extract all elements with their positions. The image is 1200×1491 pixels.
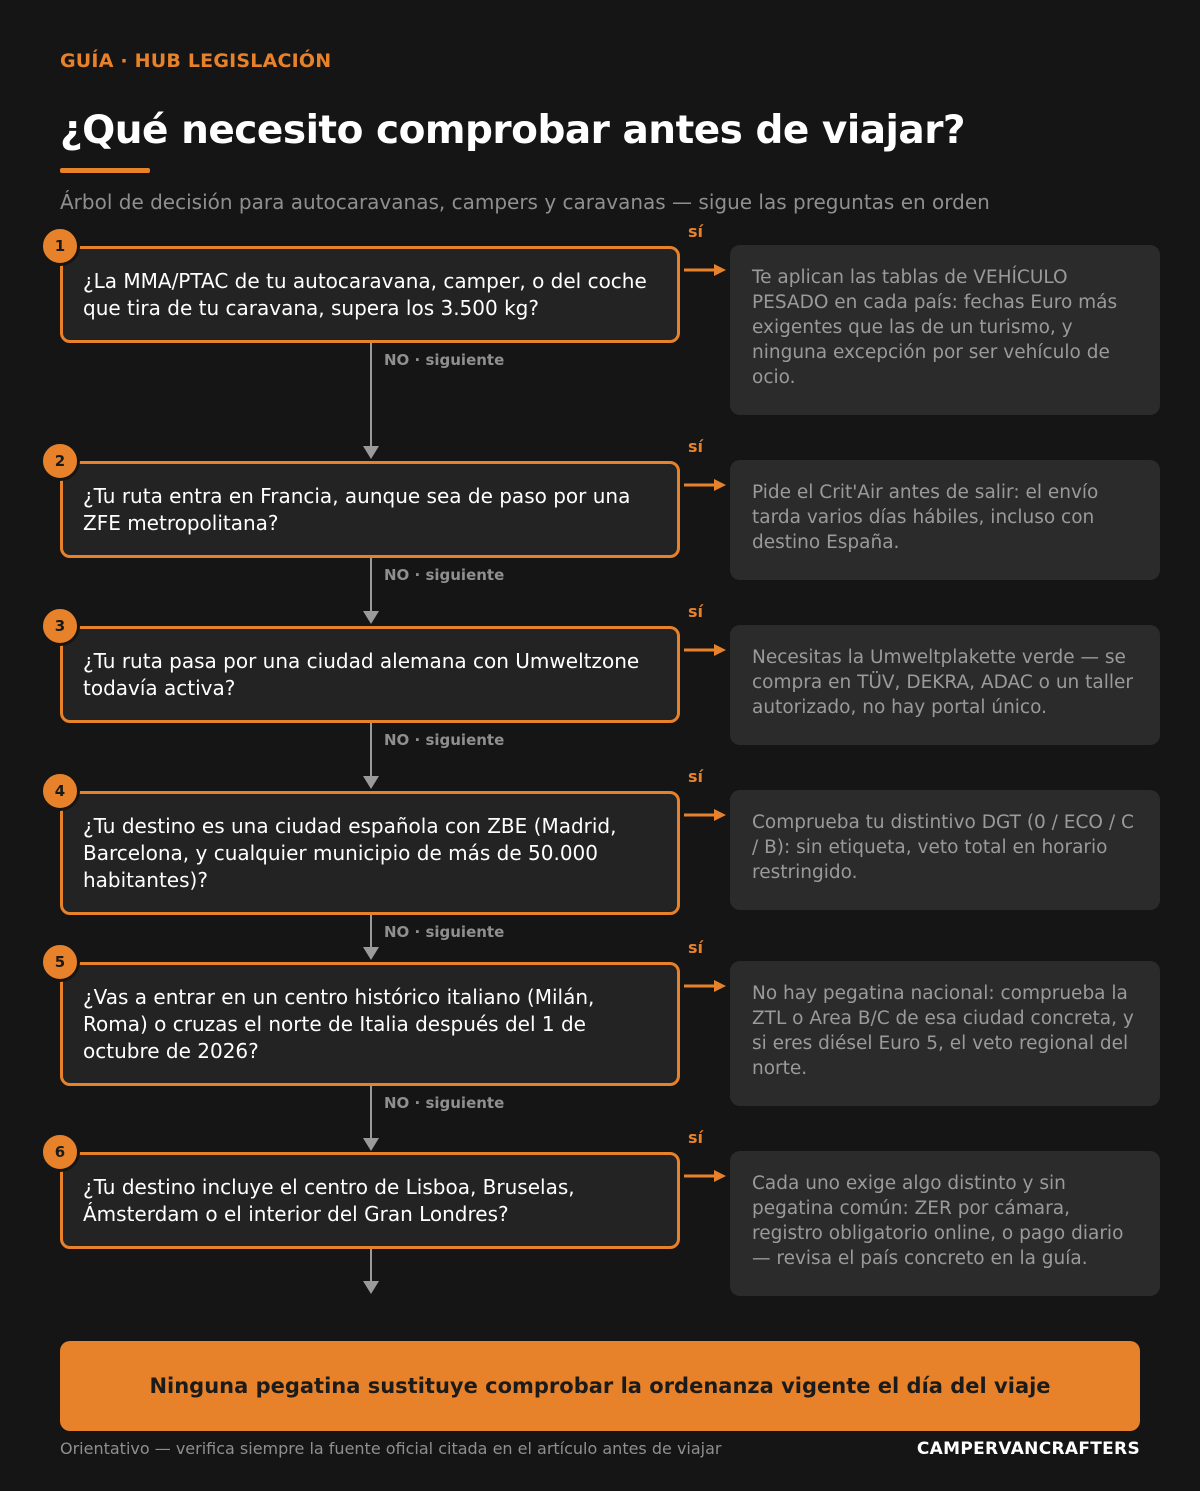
down-arrow-icon [361,558,381,625]
question-text: ¿La MMA/PTAC de tu autocaravana, camper, o del coche que tira de tu caravana, supera los 3.500 kg? [83,268,647,320]
down-arrow-icon [361,915,381,961]
no-next-label: NO · siguiente [384,731,505,749]
answer-text: Te aplican las tablas de VEHÍCULO PESADO en cada país: fechas Euro más exigentes que las de un turismo, y ninguna excepción por ser vehículo de ocio. [752,267,1118,388]
page-title: ¿Qué necesito comprobar antes de viajar? [60,108,966,153]
question-text: ¿Tu ruta entra en Francia, aunque sea de paso por una ZFE metropolitana? [83,483,631,535]
eyebrow-label: GUÍA · HUB LEGISLACIÓN [60,50,332,72]
yes-label: sí [688,437,704,456]
down-arrow-icon [361,343,381,460]
answer-box-2 [730,460,1160,580]
answer-text: Comprueba tu distintivo DGT (0 / ECO / C / B): sin etiqueta, veto total en horario restringido. [752,812,1134,883]
question-box-1 [60,246,680,343]
answer-box-6 [730,1151,1160,1296]
conclusion-banner [60,1341,1140,1431]
footer-note: Orientativo — verifica siempre la fuente oficial citada en el artículo antes de viajar [60,1439,722,1458]
step-badge-2: 2 [40,441,80,481]
no-next-label: NO · siguiente [384,351,505,369]
answer-text: Necesitas la Umweltplakette verde — se compra en TÜV, DEKRA, ADAC o un taller autorizado, no hay portal único. [752,647,1134,718]
answer-text: Pide el Crit'Air antes de salir: el envío tarda varios días hábiles, incluso con destino España. [752,482,1099,553]
question-text: ¿Tu destino es una ciudad española con ZBE (Madrid, Barcelona, y cualquier municipio de más de 50.000 habitantes)? [83,813,617,892]
answer-text: Cada uno exige algo distinto y sin pegatina común: ZER por cámara, registro obligatorio online, o pago diario — revisa el país concreto en la guía. [752,1173,1124,1269]
yes-arrow-icon [684,978,728,994]
page-subtitle: Árbol de decisión para autocaravanas, campers y caravanas — sigue las preguntas en orden [60,190,990,214]
step-badge-5: 5 [40,942,80,982]
yes-label: sí [688,1128,704,1147]
yes-arrow-icon [684,477,728,493]
step-badge-6: 6 [40,1132,80,1172]
answer-box-5 [730,961,1160,1106]
answer-box-4 [730,790,1160,910]
no-next-label: NO · siguiente [384,566,505,584]
yes-arrow-icon [684,262,728,278]
yes-arrow-icon [684,642,728,658]
step-badge-1: 1 [40,226,80,266]
brand-logo: CAMPERVANCRAFTERS [916,1439,1140,1459]
answer-text: No hay pegatina nacional: comprueba la ZTL o Area B/C de esa ciudad concreta, y si eres diésel Euro 5, el veto regional del norte. [752,983,1134,1079]
question-box-3 [60,626,680,723]
no-next-label: NO · siguiente [384,1094,505,1112]
yes-label: sí [688,767,704,786]
question-text: ¿Tu destino incluye el centro de Lisboa, Bruselas, Ámsterdam o el interior del Gran Londres? [83,1174,575,1226]
yes-arrow-icon [684,1168,728,1184]
question-box-6 [60,1152,680,1249]
answer-box-1 [730,245,1160,415]
yes-label: sí [688,602,704,621]
question-box-5 [60,962,680,1086]
question-text: ¿Tu ruta pasa por una ciudad alemana con Umweltzone todavía activa? [83,648,640,700]
title-underline [60,168,150,173]
down-arrow-icon [361,1086,381,1152]
step-badge-3: 3 [40,606,80,646]
yes-label: sí [688,938,704,957]
yes-label: sí [688,222,704,241]
question-box-4 [60,791,680,915]
question-text: ¿Vas a entrar en un centro histórico italiano (Milán, Roma) o cruzas el norte de Italia después del 1 de octubre de 2026? [83,984,595,1063]
no-next-label: NO · siguiente [384,923,505,941]
question-box-2 [60,461,680,558]
step-badge-4: 4 [40,771,80,811]
yes-arrow-icon [684,807,728,823]
down-arrow-icon [361,723,381,790]
down-arrow-icon [361,1249,381,1295]
banner-text: Ninguna pegatina sustituye comprobar la ordenanza vigente el día del viaje [149,1374,1051,1398]
answer-box-3 [730,625,1160,745]
